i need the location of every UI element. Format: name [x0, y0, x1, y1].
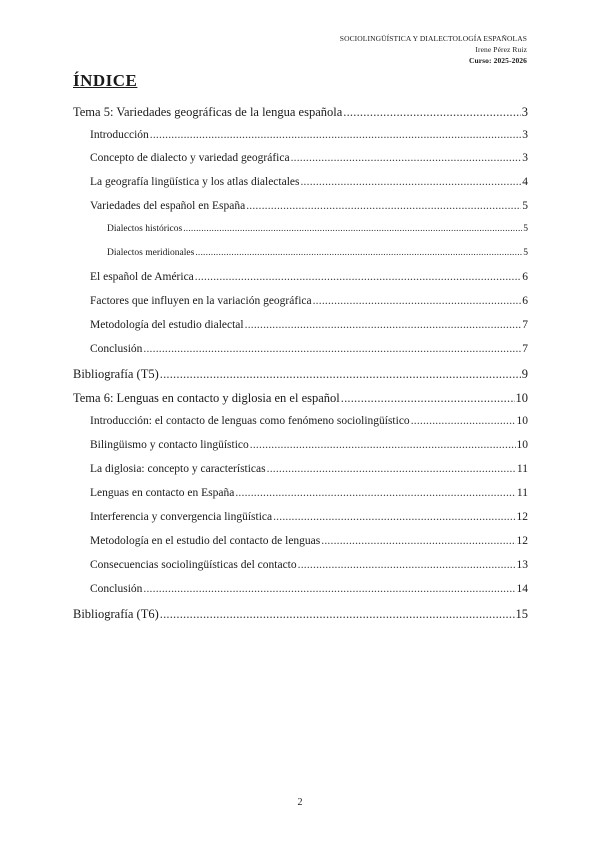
toc-entry-page: 7 [522, 343, 528, 355]
toc-leader-dots [341, 391, 515, 406]
toc-entry-label: Lenguas en contacto en España [90, 487, 235, 499]
toc-leader-dots [143, 583, 515, 595]
toc-entry-page: 10 [516, 439, 528, 451]
toc-entry[interactable] [73, 367, 528, 385]
toc-leader-dots [300, 176, 521, 188]
toc-entry-page: 3 [521, 105, 528, 119]
toc-leader-dots [273, 511, 515, 523]
toc-entry-page: 13 [516, 559, 528, 571]
toc-entry-label: El español de América [90, 271, 194, 283]
toc-entry[interactable] [73, 511, 528, 529]
toc-entry-label: Variedades del español en España [90, 200, 246, 212]
toc-entry-label: Bibliografía (T5) [73, 367, 159, 381]
toc-leader-dots [150, 129, 521, 141]
toc-entry[interactable] [73, 152, 528, 170]
toc-entry-page: 12 [516, 511, 528, 523]
toc-entry-page: 5 [523, 224, 528, 234]
header-year: Curso: 2025-2026 [468, 56, 527, 65]
toc-entry[interactable] [73, 343, 528, 361]
toc-leader-dots [195, 248, 522, 258]
toc-entry-label: Bibliografía (T6) [73, 607, 159, 621]
toc-leader-dots [246, 200, 521, 212]
toc-entry[interactable] [73, 487, 528, 505]
toc-entry-page: 10 [515, 391, 528, 405]
toc-leader-dots [160, 607, 515, 622]
toc-entry-label: Tema 6: Lenguas en contacto y diglosia en el español [73, 391, 340, 405]
toc-entry-label: La geografía lingüística y los atlas dialectales [90, 176, 300, 188]
toc-entry-label: Dialectos históricos [107, 224, 183, 234]
toc-entry-label: La diglosia: concepto y características [90, 463, 266, 475]
toc-entry-page: 3 [522, 129, 528, 141]
toc-entry[interactable] [73, 248, 528, 266]
toc-leader-dots [343, 105, 520, 120]
toc-leader-dots [235, 487, 516, 499]
page-number: 2 [297, 797, 303, 808]
toc-entry-page: 15 [515, 607, 528, 621]
toc-leader-dots [245, 319, 522, 331]
toc-entry-page: 7 [522, 319, 528, 331]
toc-entry-label: Concepto de dialecto y variedad geográfica [90, 152, 290, 164]
header-author: Irene Pérez Ruiz [475, 45, 527, 54]
toc-entry-label: Conclusión [90, 343, 143, 355]
toc-entry-label: Interferencia y convergencia lingüística [90, 511, 273, 523]
toc-entry-page: 11 [516, 463, 528, 475]
toc-entry[interactable] [73, 271, 528, 289]
toc-entry[interactable] [73, 176, 528, 194]
toc-leader-dots [313, 295, 522, 307]
toc-entry[interactable] [73, 463, 528, 481]
toc-entry-label: Factores que influyen en la variación geográfica [90, 295, 312, 307]
toc-entry-page: 9 [521, 367, 528, 381]
toc-entry-page: 6 [522, 295, 528, 307]
toc-entry[interactable] [73, 583, 528, 601]
toc-leader-dots [160, 367, 521, 382]
toc-leader-dots [267, 463, 516, 475]
toc-entry-label: Conclusión [90, 583, 143, 595]
toc-entry-page: 5 [522, 200, 528, 212]
toc-entry-label: Dialectos meridionales [107, 248, 195, 258]
toc-entry[interactable] [73, 105, 528, 123]
toc-entry[interactable] [73, 439, 528, 457]
toc-entry-label: Introducción [90, 129, 149, 141]
toc-entry[interactable] [73, 295, 528, 313]
toc-leader-dots [143, 343, 521, 355]
toc-entry-page: 3 [522, 152, 528, 164]
toc-entry-label: Metodología en el estudio del contacto de lenguas [90, 535, 321, 547]
toc-entry[interactable] [73, 200, 528, 218]
toc-entry[interactable] [73, 415, 528, 433]
toc-entry[interactable] [73, 559, 528, 577]
toc-entry-label: Bilingüismo y contacto lingüístico [90, 439, 249, 451]
page-title: ÍNDICE [73, 71, 138, 90]
header-course: SOCIOLINGÜÍSTICA Y DIALECTOLOGÍA ESPAÑOLAS [339, 34, 527, 43]
toc-leader-dots [183, 224, 522, 234]
toc-entry-label: Tema 5: Variedades geográficas de la lengua española [73, 105, 343, 119]
toc-entry-page: 14 [516, 583, 528, 595]
toc-entry-page: 11 [516, 487, 528, 499]
toc-entry-label: Introducción: el contacto de lenguas como fenómeno sociolingüístico [90, 415, 410, 427]
toc-leader-dots [411, 415, 516, 427]
page-header [340, 33, 527, 66]
toc-entry-page: 12 [516, 535, 528, 547]
toc-entry[interactable] [73, 535, 528, 553]
toc-entry[interactable] [73, 129, 528, 147]
toc-entry-label: Metodología del estudio dialectal [90, 319, 244, 331]
toc-entry-page: 4 [522, 176, 528, 188]
toc-entry[interactable] [73, 319, 528, 337]
toc-entry-label: Consecuencias sociolingüísticas del contacto [90, 559, 297, 571]
toc-leader-dots [321, 535, 515, 547]
toc-entry[interactable] [73, 224, 528, 242]
toc-leader-dots [250, 439, 516, 451]
toc-entry-page: 10 [516, 415, 528, 427]
toc-entry[interactable] [73, 391, 528, 409]
toc-entry[interactable] [73, 607, 528, 625]
toc-entry-page: 5 [523, 248, 528, 258]
toc-leader-dots [195, 271, 521, 283]
toc-leader-dots [291, 152, 522, 164]
toc-entry-page: 6 [522, 271, 528, 283]
toc-leader-dots [298, 559, 516, 571]
